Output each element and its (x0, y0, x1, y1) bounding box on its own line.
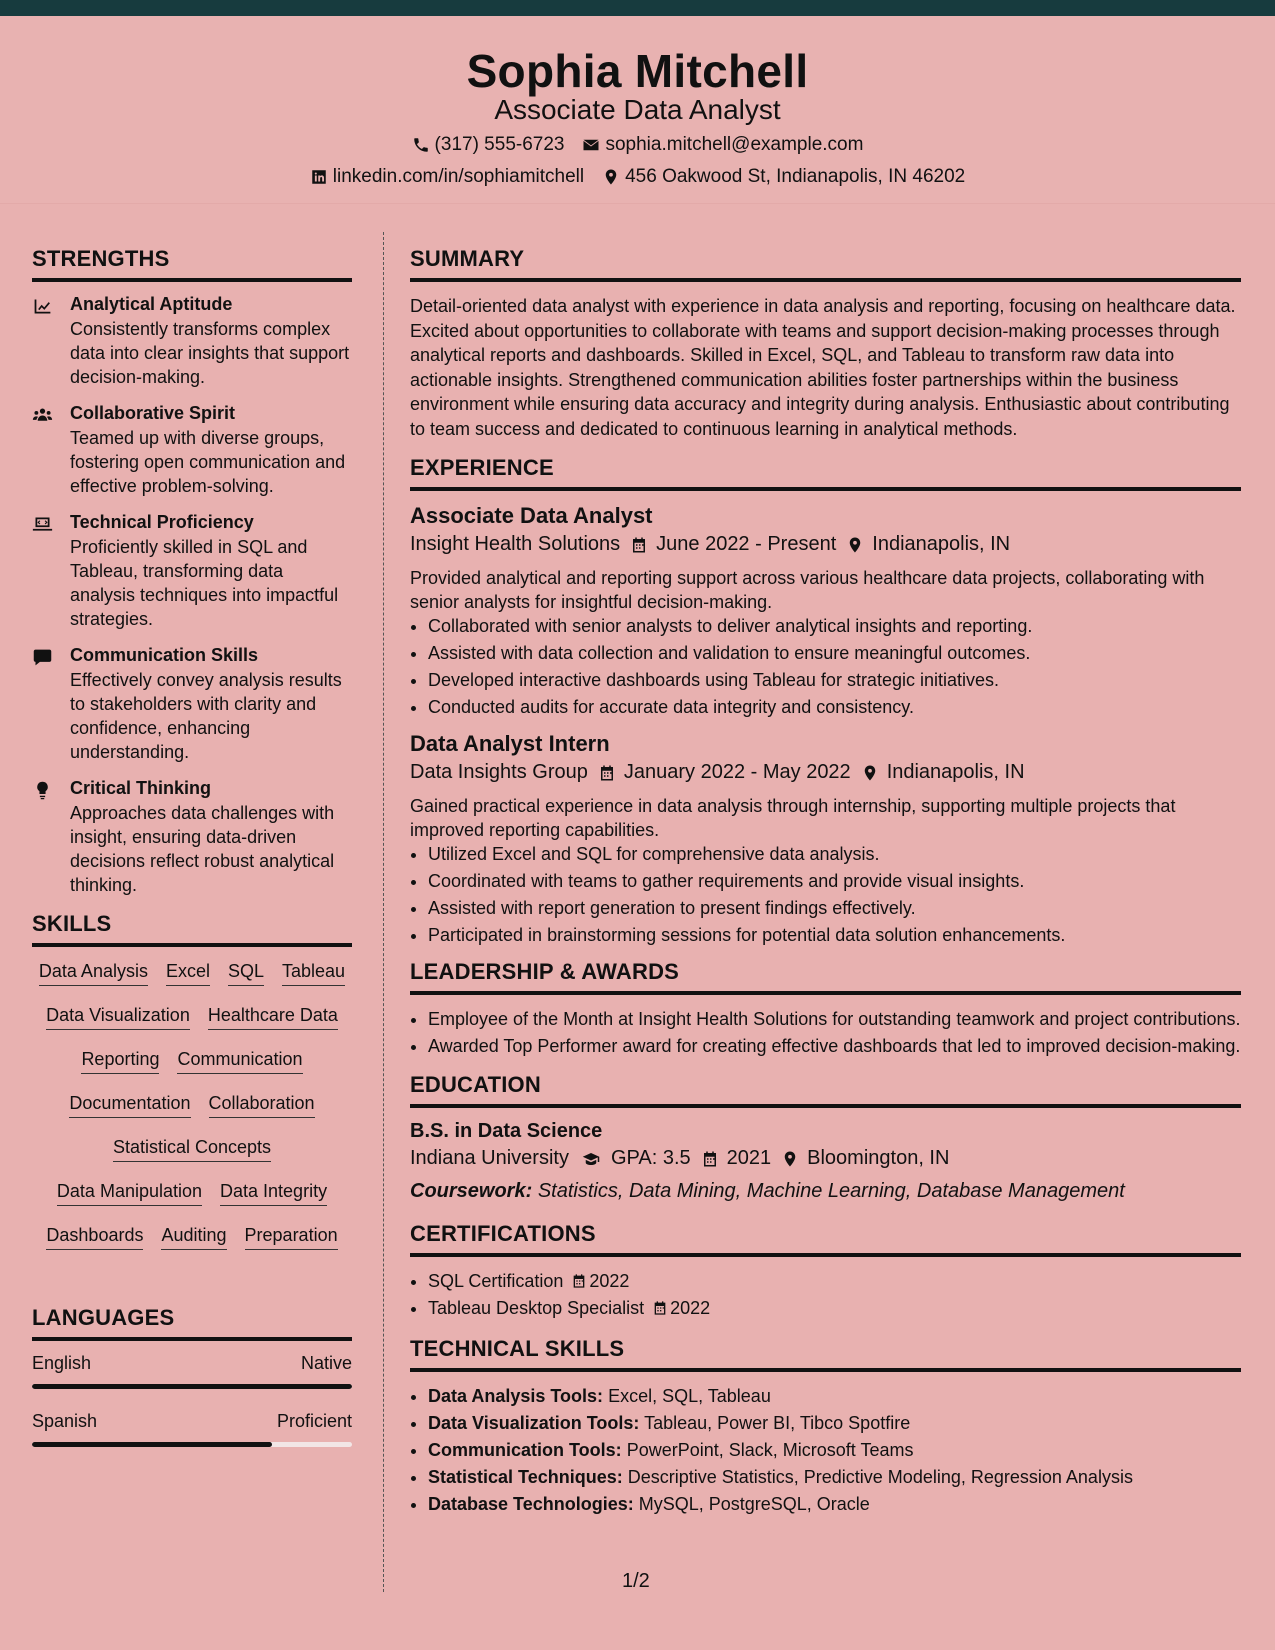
job-location: Indianapolis, IN (886, 761, 1025, 783)
languages-heading: LANGUAGES (32, 1305, 352, 1341)
skill-tag: Data Manipulation (57, 1179, 202, 1206)
language-name: Spanish (32, 1411, 98, 1431)
tech-skill-item (428, 1492, 1241, 1516)
coursework-label: Coursework: (410, 1180, 533, 1202)
tech-skill-item (428, 1438, 1241, 1462)
language-level: Native (300, 1353, 352, 1373)
skill-tag: SQL (228, 959, 264, 986)
strength-desc: Proficiently skilled in SQL and Tableau, transforming data analysis techniques into impactful strategies. (70, 537, 339, 629)
job-location: Indianapolis, IN (872, 533, 1011, 555)
skill-tag: Reporting (81, 1047, 159, 1074)
experience-heading: EXPERIENCE (410, 455, 1241, 491)
strength-item (32, 778, 352, 897)
job-bullet: • Conducted audits for accurate data integrity and consistency. (428, 695, 1241, 719)
candidate-name: Sophia Mitchell (466, 45, 809, 97)
skill-tag: Dashboards (46, 1223, 143, 1250)
education-entry (410, 1120, 1241, 1203)
strength-name: Communication Skills (70, 645, 259, 665)
envelope-icon (582, 136, 600, 154)
school: Indiana University (410, 1147, 569, 1169)
degree: B.S. in Data Science (410, 1120, 603, 1142)
skill-tag: Excel (166, 959, 210, 986)
job-bullet: • Developed interactive dashboards using Tableau for strategic initiatives. (428, 668, 1241, 692)
language-bar-fill (32, 1442, 272, 1447)
strength-desc: Teamed up with diverse groups, fostering open communication and effective problem-solving. (70, 428, 346, 496)
address-contact (602, 166, 965, 188)
language-name: English (32, 1353, 92, 1373)
tech-skill-value: Excel, SQL, Tableau (608, 1386, 771, 1406)
linkedin-icon (310, 168, 328, 186)
tech-skill-label: Data Analysis Tools: (428, 1386, 604, 1406)
skill-tag: Healthcare Data (208, 1003, 338, 1030)
skills-heading: SKILLS (32, 911, 352, 947)
address-text: 456 Oakwood St, Indianapolis, IN 46202 (625, 166, 966, 187)
skill-tag: Data Visualization (46, 1003, 190, 1030)
job-bullet: • Assisted with report generation to present findings effectively. (428, 896, 1241, 920)
calendar-icon (598, 764, 616, 782)
job-entry (410, 731, 1241, 947)
phone-text: (317) 555-6723 (434, 134, 565, 155)
tech-skill-value: PowerPoint, Slack, Microsoft Teams (626, 1440, 914, 1460)
certification-name: SQL Certification (428, 1271, 564, 1291)
graduation-cap-icon (579, 1150, 603, 1168)
summary-heading: SUMMARY (410, 246, 1241, 282)
top-accent-bar (0, 0, 1275, 16)
skills-list (32, 959, 352, 1267)
award-item: • Awarded Top Performer award for creating effective dashboards that led to improved decision-making. (428, 1034, 1241, 1058)
calendar-icon (571, 1273, 587, 1289)
calendar-icon (630, 536, 648, 554)
school-location: Bloomington, IN (807, 1147, 950, 1169)
language-level: Proficient (276, 1411, 352, 1431)
laptop-code-icon (32, 514, 53, 535)
certification-year: 2022 (670, 1298, 711, 1318)
column-divider (383, 232, 384, 1592)
gpa: GPA: 3.5 (610, 1147, 691, 1169)
skill-tag: Documentation (69, 1091, 190, 1118)
email-text[interactable]: sophia.mitchell@example.com (605, 134, 864, 155)
job-company: Data Insights Group (410, 761, 588, 783)
strength-name: Collaborative Spirit (70, 403, 236, 423)
language-bar-fill (32, 1384, 352, 1389)
comment-icon (32, 647, 53, 668)
tech-skill-item (428, 1384, 1241, 1408)
job-bullet: • Collaborated with senior analysts to deliver analytical insights and reporting. (428, 614, 1241, 638)
certification-year: 2022 (589, 1271, 630, 1291)
right-column (410, 246, 1241, 1519)
technical-skills-heading: TECHNICAL SKILLS (410, 1336, 1241, 1372)
linkedin-text[interactable]: linkedin.com/in/sophiamitchell (332, 166, 585, 187)
strength-item (32, 645, 352, 764)
tech-skill-label: Statistical Techniques: (428, 1467, 623, 1487)
strength-item (32, 294, 352, 389)
tech-skill-label: Data Visualization Tools: (428, 1413, 640, 1433)
skill-tag: Data Integrity (220, 1179, 327, 1206)
certification-name: Tableau Desktop Specialist (428, 1298, 645, 1318)
language-bar (32, 1442, 352, 1447)
tech-skill-item (428, 1411, 1241, 1435)
job-bullet: • Participated in brainstorming sessions for potential data solution enhancements. (428, 923, 1241, 947)
page-number: 1/2 (622, 1570, 650, 1592)
chart-line-icon (32, 296, 53, 317)
job-bullet: • Assisted with data collection and validation to ensure meaningful outcomes. (428, 641, 1241, 665)
job-dates: January 2022 - May 2022 (623, 761, 851, 783)
skill-tag: Communication (177, 1047, 302, 1074)
language-bar (32, 1384, 352, 1389)
coursework (410, 1180, 1241, 1203)
coursework-list: Statistics, Data Mining, Machine Learning, Database Management (537, 1180, 1125, 1202)
lightbulb-icon (32, 780, 53, 801)
summary-text: Detail-oriented data analyst with experience in data analysis and reporting, focusing on healthcare data. Excited about opportunities to collaborate with teams and support decision-making processes through analytical reports and dashboards. Skilled in Excel, SQL, and Tableau to transform raw data into actionable insights. Strengthened communication abilities foster partnerships within the business environment while ensuring data accuracy and integrity during analysis. Enthusiastic about contributing to team success and dedicated to continuous learning in analytical methods. (410, 296, 1236, 439)
education-heading: EDUCATION (410, 1072, 1241, 1108)
skill-tag: Tableau (282, 959, 345, 986)
strength-desc: Approaches data challenges with insight, ensuring data-driven decisions reflect robust analytical thinking. (70, 803, 335, 895)
strength-desc: Consistently transforms complex data into clear insights that support decision-making. (70, 319, 350, 387)
job-dates: June 2022 - Present (656, 533, 837, 555)
job-description: Provided analytical and reporting support across various healthcare data projects, collaborating with senior analysts for insightful decision-making. (410, 568, 1205, 612)
map-marker-icon (861, 764, 879, 782)
job-role: Associate Data Analyst (410, 503, 653, 528)
strength-name: Critical Thinking (70, 778, 212, 798)
map-marker-icon (781, 1150, 799, 1168)
graduation-year: 2021 (726, 1147, 772, 1169)
strength-item (32, 403, 352, 498)
job-bullet: • Coordinated with teams to gather requirements and provide visual insights. (428, 869, 1241, 893)
left-column (32, 246, 352, 1469)
tech-skill-item (428, 1465, 1241, 1489)
phone-icon (412, 136, 430, 154)
calendar-icon (701, 1150, 719, 1168)
leadership-heading: LEADERSHIP & AWARDS (410, 959, 1241, 995)
calendar-icon (652, 1300, 668, 1316)
tech-skill-value: MySQL, PostgreSQL, Oracle (638, 1494, 870, 1514)
skill-tag: Collaboration (209, 1091, 315, 1118)
skill-tag: Statistical Concepts (113, 1135, 271, 1162)
language-item (32, 1411, 352, 1447)
job-bullet: • Utilized Excel and SQL for comprehensive data analysis. (428, 842, 1241, 866)
strength-name: Technical Proficiency (70, 512, 254, 532)
certification-item (428, 1296, 1241, 1320)
map-marker-icon (602, 168, 620, 186)
resume-header (0, 16, 1275, 204)
job-description: Gained practical experience in data analysis through internship, supporting multiple projects that improved reporting capabilities. (410, 796, 1176, 840)
strength-name: Analytical Aptitude (70, 294, 233, 314)
contact-row-2 (0, 166, 1275, 188)
email-contact[interactable] (582, 134, 863, 156)
skill-tag: Auditing (161, 1223, 226, 1250)
phone-contact (412, 134, 565, 156)
job-company: Insight Health Solutions (410, 533, 621, 555)
users-icon (32, 405, 53, 426)
job-role: Data Analyst Intern (410, 731, 610, 756)
tech-skill-value: Tableau, Power BI, Tibco Spotfire (644, 1413, 911, 1433)
tech-skill-label: Communication Tools: (428, 1440, 622, 1460)
map-marker-icon (846, 536, 864, 554)
strength-item (32, 512, 352, 631)
skill-tag: Preparation (245, 1223, 338, 1250)
tech-skill-label: Database Technologies: (428, 1494, 634, 1514)
skill-tag: Data Analysis (39, 959, 148, 986)
certification-item (428, 1269, 1241, 1293)
strengths-heading: STRENGTHS (32, 246, 352, 282)
certifications-heading: CERTIFICATIONS (410, 1221, 1241, 1257)
award-item: • Employee of the Month at Insight Health Solutions for outstanding teamwork and project contributions. (428, 1007, 1241, 1031)
contact-row-1 (0, 134, 1275, 156)
language-item (32, 1353, 352, 1389)
tech-skill-value: Descriptive Statistics, Predictive Modeling, Regression Analysis (627, 1467, 1133, 1487)
strength-desc: Effectively convey analysis results to stakeholders with clarity and confidence, enhancing understanding. (70, 670, 342, 762)
job-entry (410, 503, 1241, 719)
candidate-title: Associate Data Analyst (494, 94, 781, 125)
linkedin-contact[interactable] (310, 166, 584, 188)
